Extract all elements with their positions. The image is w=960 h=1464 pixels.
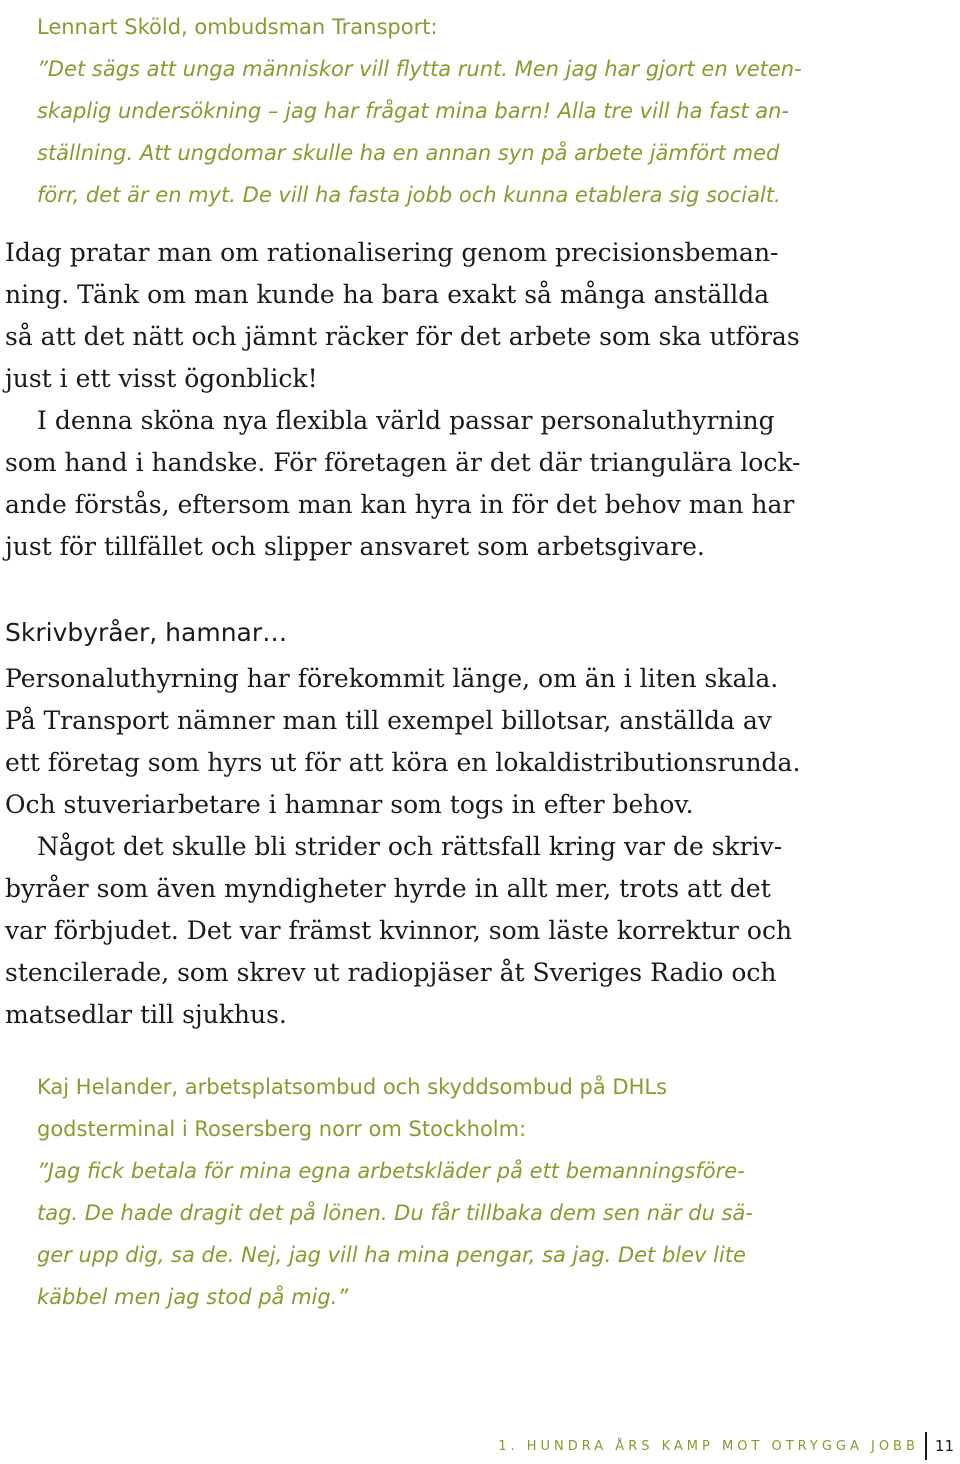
quote-line: ”Jag fick betala för mina egna arbetskläder på ett bemanningsföre-	[37, 1159, 745, 1183]
body-line: Idag pratar man om rationalisering genom precisionsbeman-	[5, 238, 779, 267]
body-line: Personaluthyrning har förekommit länge, om än i liten skala.	[5, 664, 779, 693]
body-line: Och stuveriarbetare i hamnar som togs in efter behov.	[5, 790, 694, 819]
body-text-section-2	[5, 658, 955, 1036]
body-line: stencilerade, som skrev ut radiopjäser åt Sveriges Radio och	[5, 958, 777, 987]
page-number: 11	[934, 1437, 954, 1455]
quote-line: käbbel men jag stod på mig.”	[37, 1285, 349, 1309]
quote-block-kaj-helander	[37, 1066, 937, 1318]
quote-speaker: Lennart Sköld, ombudsman Transport:	[37, 15, 438, 39]
paragraph-typing-agencies	[5, 826, 955, 1036]
body-line: just för tillfället och slipper ansvaret som arbetsgivare.	[5, 532, 705, 561]
body-text-section-1	[5, 232, 955, 568]
page-footer	[498, 1428, 954, 1464]
body-line: var förbjudet. Det var främst kvinnor, som läste korrektur och	[5, 916, 793, 945]
section-heading: Skrivbyråer, hamnar…	[5, 618, 288, 647]
paragraph-flexible-world	[5, 400, 955, 568]
quote-line: ”Det sägs att unga människor vill flytta runt. Men jag har gjort en veten-	[37, 57, 802, 81]
body-line: ande förstås, eftersom man kan hyra in för det behov man har	[5, 490, 795, 519]
footer-divider	[925, 1432, 927, 1460]
paragraph-history	[5, 658, 955, 826]
body-line: I denna sköna nya flexibla värld passar personaluthyrning	[37, 406, 775, 435]
paragraph-precision-staffing	[5, 232, 955, 400]
body-line: På Transport nämner man till exempel billotsar, anställda av	[5, 706, 772, 735]
body-line: Något det skulle bli strider och rättsfall kring var de skriv-	[37, 832, 783, 861]
quote-line: tag. De hade dragit det på lönen. Du får tillbaka dem sen när du sä-	[37, 1201, 753, 1225]
quote-line: förr, det är en myt. De vill ha fasta jobb och kunna etablera sig socialt.	[37, 183, 781, 207]
quote-speaker: godsterminal i Rosersberg norr om Stockholm:	[37, 1117, 527, 1141]
body-line: byråer som även myndigheter hyrde in allt mer, trots att det	[5, 874, 771, 903]
body-line: så att det nätt och jämnt räcker för det arbete som ska utföras	[5, 322, 800, 351]
running-title: 1. HUNDRA ÅRS KAMP MOT OTRYGGA JOBB	[498, 1438, 919, 1454]
body-line: matsedlar till sjukhus.	[5, 1000, 287, 1029]
quote-line: ger upp dig, sa de. Nej, jag vill ha mina pengar, sa jag. Det blev lite	[37, 1243, 746, 1267]
quote-speaker: Kaj Helander, arbetsplatsombud och skyddsombud på DHLs	[37, 1075, 668, 1099]
body-line: just i ett visst ögonblick!	[5, 364, 318, 393]
body-line: som hand i handske. För företagen är det där triangulära lock-	[5, 448, 801, 477]
quote-block-lennart-skold	[37, 6, 937, 216]
body-line: ett företag som hyrs ut för att köra en lokaldistributionsrunda.	[5, 748, 801, 777]
quote-line: skaplig undersökning – jag har frågat mina barn! Alla tre vill ha fast an-	[37, 99, 790, 123]
quote-line: ställning. Att ungdomar skulle ha en annan syn på arbete jämfört med	[37, 141, 780, 165]
body-line: ning. Tänk om man kunde ha bara exakt så många anställda	[5, 280, 770, 309]
